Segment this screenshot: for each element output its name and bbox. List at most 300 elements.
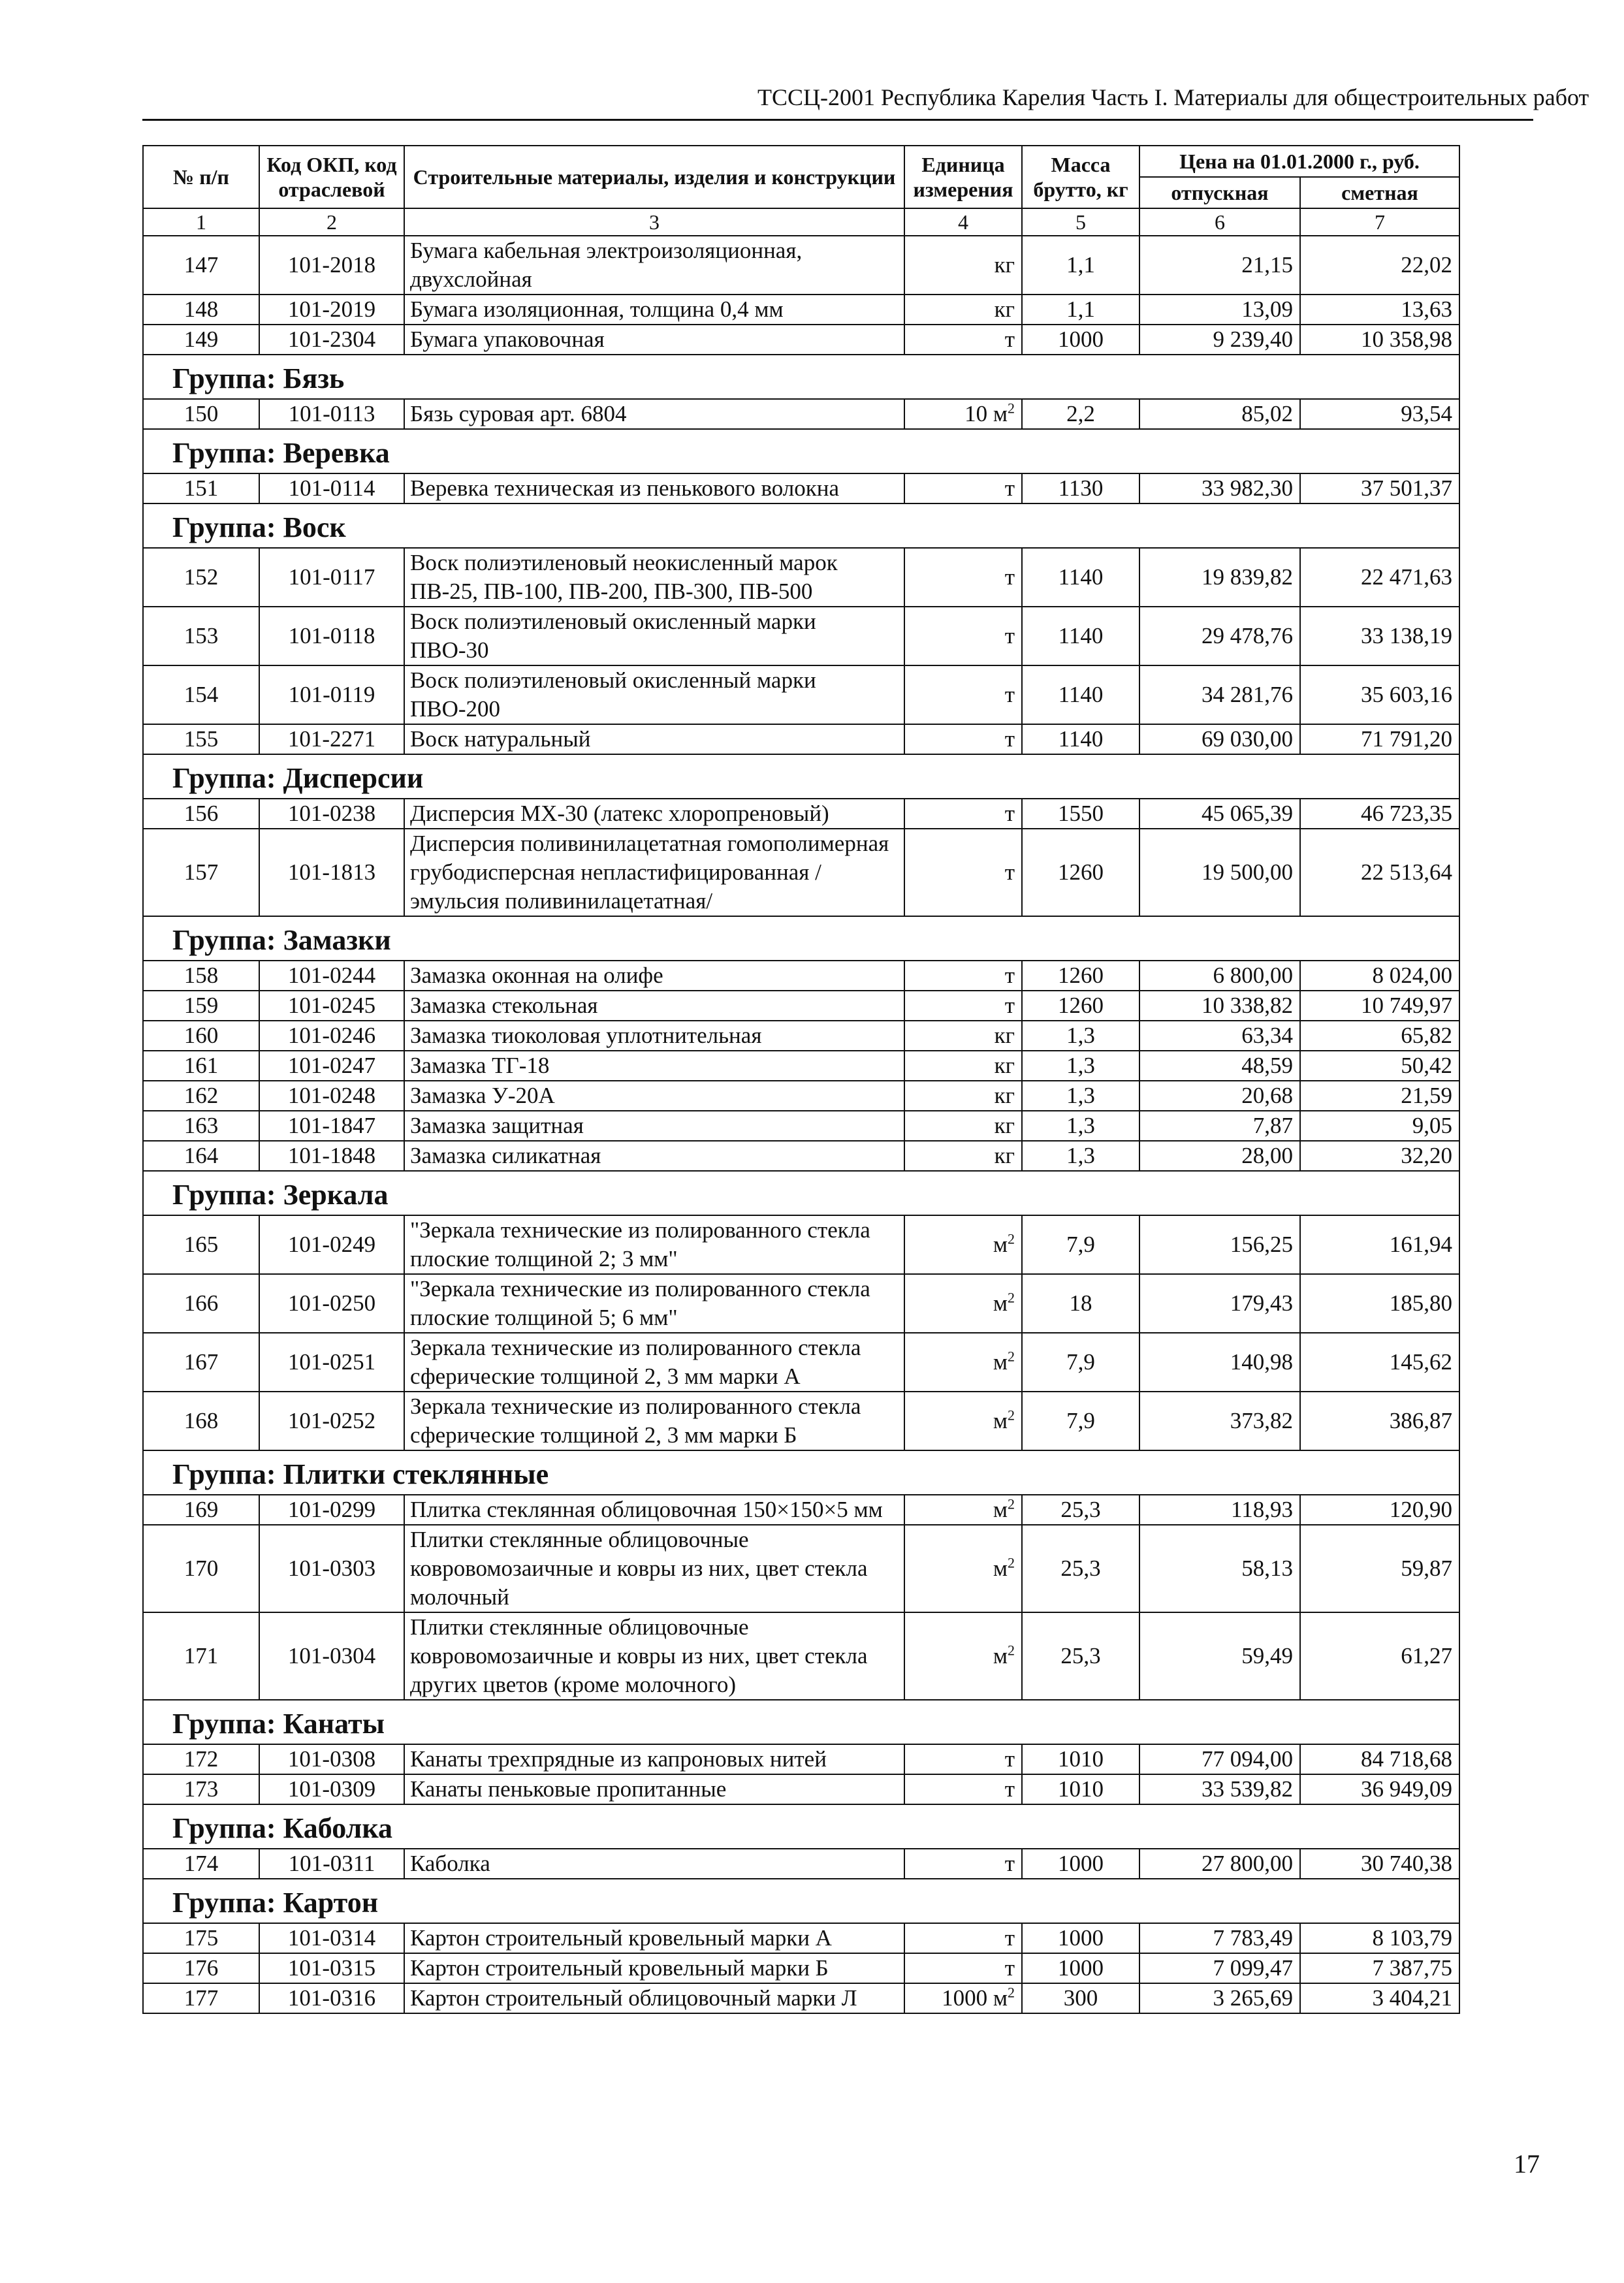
cell-mass: 1,3 xyxy=(1022,1051,1139,1081)
cell-price-estimate: 8 103,79 xyxy=(1300,1923,1459,1953)
cell-price-estimate: 9,05 xyxy=(1300,1111,1459,1141)
cell-code: 101-0252 xyxy=(259,1392,404,1450)
cell-no: 148 xyxy=(143,295,259,325)
cell-unit xyxy=(904,829,1022,916)
cell-code: 101-0119 xyxy=(259,665,404,724)
cell-code: 101-0299 xyxy=(259,1495,404,1525)
unit-superscript: 2 xyxy=(1008,400,1015,417)
cell-unit xyxy=(904,1081,1022,1111)
cell-price-estimate: 145,62 xyxy=(1300,1333,1459,1392)
unit-text: м xyxy=(993,1290,1008,1316)
cell-code: 101-0114 xyxy=(259,473,404,503)
cell-price-estimate: 8 024,00 xyxy=(1300,961,1459,991)
cell-price-release: 48,59 xyxy=(1139,1051,1300,1081)
cell-unit xyxy=(904,1495,1022,1525)
unit-superscript: 2 xyxy=(1008,1495,1015,1512)
cell-price-estimate: 93,54 xyxy=(1300,399,1459,429)
cell-price-estimate: 13,63 xyxy=(1300,295,1459,325)
cell-mass: 1,3 xyxy=(1022,1021,1139,1051)
unit-text: т xyxy=(1004,1851,1015,1876)
cell-no: 176 xyxy=(143,1953,259,1983)
cell-mass: 1000 xyxy=(1022,325,1139,355)
group-heading: Группа: Каболка xyxy=(143,1804,1459,1849)
cell-name: Бумага изоляционная, толщина 0,4 мм xyxy=(404,295,904,325)
cell-no: 161 xyxy=(143,1051,259,1081)
cell-unit xyxy=(904,799,1022,829)
cell-price-release: 156,25 xyxy=(1139,1215,1300,1274)
cell-name: Замазка ТГ-18 xyxy=(404,1051,904,1081)
unit-text: т xyxy=(1004,1925,1015,1951)
cell-name: Плитки стеклянные облицовочные ковровомозаичные и ковры из них, цвет стекла других цветов (кроме молочного) xyxy=(404,1612,904,1700)
cell-price-estimate: 46 723,35 xyxy=(1300,799,1459,829)
cell-price-estimate: 185,80 xyxy=(1300,1274,1459,1333)
unit-text: кг xyxy=(994,296,1015,322)
cell-name: Картон строительный кровельный марки А xyxy=(404,1923,904,1953)
column-number: 7 xyxy=(1300,208,1459,236)
cell-code: 101-0246 xyxy=(259,1021,404,1051)
table-row xyxy=(143,724,1459,754)
group-heading-row xyxy=(143,1171,1459,1215)
unit-text: м xyxy=(993,1349,1008,1375)
cell-name: Бумага кабельная электроизоляционная, двухслойная xyxy=(404,236,904,295)
cell-price-release: 13,09 xyxy=(1139,295,1300,325)
cell-name: Воск полиэтиленовый окисленный марки ПВО-200 xyxy=(404,665,904,724)
cell-mass: 25,3 xyxy=(1022,1495,1139,1525)
unit-text: м xyxy=(993,1497,1008,1522)
cell-name: Воск полиэтиленовый окисленный марки ПВО-30 xyxy=(404,607,904,665)
cell-price-estimate: 37 501,37 xyxy=(1300,473,1459,503)
cell-unit xyxy=(904,1953,1022,1983)
cell-name: "Зеркала технические из полированного стекла плоские толщиной 2; 3 мм" xyxy=(404,1215,904,1274)
header-rule xyxy=(142,119,1533,121)
cell-unit xyxy=(904,1612,1022,1700)
unit-text: м xyxy=(993,1643,1008,1668)
table-row xyxy=(143,325,1459,355)
cell-price-release: 373,82 xyxy=(1139,1392,1300,1450)
cell-no: 162 xyxy=(143,1081,259,1111)
table-row xyxy=(143,295,1459,325)
table-row xyxy=(143,1081,1459,1111)
cell-price-release: 7,87 xyxy=(1139,1111,1300,1141)
cell-unit xyxy=(904,399,1022,429)
cell-name: Замазка тиоколовая уплотнительная xyxy=(404,1021,904,1051)
unit-superscript: 2 xyxy=(1008,1289,1015,1306)
cell-no: 165 xyxy=(143,1215,259,1274)
cell-no: 153 xyxy=(143,607,259,665)
cell-code: 101-0316 xyxy=(259,1983,404,2013)
unit-text: кг xyxy=(994,1083,1015,1108)
unit-text: т xyxy=(1004,993,1015,1018)
cell-no: 160 xyxy=(143,1021,259,1051)
cell-code: 101-2018 xyxy=(259,236,404,295)
cell-price-estimate: 3 404,21 xyxy=(1300,1983,1459,2013)
cell-price-release: 118,93 xyxy=(1139,1495,1300,1525)
cell-unit xyxy=(904,961,1022,991)
table-row xyxy=(143,829,1459,916)
unit-text: т xyxy=(1004,1746,1015,1772)
table-row xyxy=(143,991,1459,1021)
unit-text: т xyxy=(1004,682,1015,707)
unit-text: т xyxy=(1004,475,1015,501)
cell-unit xyxy=(904,1774,1022,1804)
cell-unit xyxy=(904,665,1022,724)
cell-price-estimate: 59,87 xyxy=(1300,1525,1459,1612)
column-number: 3 xyxy=(404,208,904,236)
cell-unit xyxy=(904,1051,1022,1081)
cell-unit xyxy=(904,991,1022,1021)
table-row xyxy=(143,548,1459,607)
cell-unit xyxy=(904,1215,1022,1274)
table-row xyxy=(143,1215,1459,1274)
header-code: Код ОКП, код отраслевой xyxy=(259,146,404,208)
table-row xyxy=(143,1612,1459,1700)
cell-name: Зеркала технические из полированного стекла сферические толщиной 2, 3 мм марки А xyxy=(404,1333,904,1392)
cell-name: Зеркала технические из полированного стекла сферические толщиной 2, 3 мм марки Б xyxy=(404,1392,904,1450)
header-price-release: отпускная xyxy=(1139,177,1300,208)
cell-name: Картон строительный кровельный марки Б xyxy=(404,1953,904,1983)
cell-code: 101-0238 xyxy=(259,799,404,829)
cell-price-estimate: 84 718,68 xyxy=(1300,1744,1459,1774)
cell-price-release: 33 539,82 xyxy=(1139,1774,1300,1804)
cell-name: Дисперсия поливинилацетатная гомополимерная грубодисперсная непластифицированная /эмульсия поливинилацетатная/ xyxy=(404,829,904,916)
cell-unit xyxy=(904,1983,1022,2013)
cell-mass: 1000 xyxy=(1022,1923,1139,1953)
unit-superscript: 2 xyxy=(1008,1230,1015,1247)
group-heading-row xyxy=(143,1700,1459,1744)
cell-code: 101-0315 xyxy=(259,1953,404,1983)
unit-text: м xyxy=(993,1232,1008,1257)
cell-mass: 1140 xyxy=(1022,548,1139,607)
cell-price-estimate: 33 138,19 xyxy=(1300,607,1459,665)
cell-no: 157 xyxy=(143,829,259,916)
table-row xyxy=(143,1849,1459,1879)
group-heading: Группа: Канаты xyxy=(143,1700,1459,1744)
unit-text: кг xyxy=(994,252,1015,278)
unit-text: 10 м xyxy=(964,401,1008,426)
table-row xyxy=(143,399,1459,429)
unit-text: т xyxy=(1004,1776,1015,1802)
table-row xyxy=(143,236,1459,295)
table-row xyxy=(143,1923,1459,1953)
cell-price-release: 85,02 xyxy=(1139,399,1300,429)
cell-price-release: 63,34 xyxy=(1139,1021,1300,1051)
cell-name: Плитка стеклянная облицовочная 150×150×5 мм xyxy=(404,1495,904,1525)
cell-price-estimate: 65,82 xyxy=(1300,1021,1459,1051)
cell-code: 101-0251 xyxy=(259,1333,404,1392)
header-mass: Масса брутто, кг xyxy=(1022,146,1139,208)
cell-unit xyxy=(904,1849,1022,1879)
unit-superscript: 2 xyxy=(1008,1642,1015,1659)
cell-code: 101-0244 xyxy=(259,961,404,991)
group-heading: Группа: Бязь xyxy=(143,355,1459,399)
cell-code: 101-0117 xyxy=(259,548,404,607)
cell-mass: 1140 xyxy=(1022,607,1139,665)
cell-no: 154 xyxy=(143,665,259,724)
cell-mass: 1130 xyxy=(1022,473,1139,503)
cell-code: 101-2271 xyxy=(259,724,404,754)
cell-unit xyxy=(904,1274,1022,1333)
cell-price-estimate: 120,90 xyxy=(1300,1495,1459,1525)
cell-no: 156 xyxy=(143,799,259,829)
cell-no: 173 xyxy=(143,1774,259,1804)
table-row xyxy=(143,1774,1459,1804)
cell-price-estimate: 10 749,97 xyxy=(1300,991,1459,1021)
table-row xyxy=(143,665,1459,724)
cell-mass: 1,1 xyxy=(1022,295,1139,325)
cell-price-estimate: 22 513,64 xyxy=(1300,829,1459,916)
table-row xyxy=(143,961,1459,991)
cell-code: 101-0314 xyxy=(259,1923,404,1953)
cell-unit xyxy=(904,325,1022,355)
price-table xyxy=(142,145,1460,2014)
cell-unit xyxy=(904,1525,1022,1612)
unit-superscript: 2 xyxy=(1008,1348,1015,1365)
cell-price-release: 19 839,82 xyxy=(1139,548,1300,607)
cell-no: 150 xyxy=(143,399,259,429)
header-price-group: Цена на 01.01.2000 г., руб. xyxy=(1139,146,1459,177)
group-heading-row xyxy=(143,1804,1459,1849)
unit-text: м xyxy=(993,1556,1008,1581)
cell-mass: 1,1 xyxy=(1022,236,1139,295)
cell-code: 101-0311 xyxy=(259,1849,404,1879)
cell-unit xyxy=(904,1333,1022,1392)
unit-text: т xyxy=(1004,623,1015,648)
cell-code: 101-0245 xyxy=(259,991,404,1021)
cell-price-estimate: 35 603,16 xyxy=(1300,665,1459,724)
cell-price-release: 77 094,00 xyxy=(1139,1744,1300,1774)
cell-mass: 2,2 xyxy=(1022,399,1139,429)
cell-code: 101-0303 xyxy=(259,1525,404,1612)
cell-no: 171 xyxy=(143,1612,259,1700)
cell-name: Бязь суровая арт. 6804 xyxy=(404,399,904,429)
cell-price-release: 7 099,47 xyxy=(1139,1953,1300,1983)
cell-no: 155 xyxy=(143,724,259,754)
cell-code: 101-0118 xyxy=(259,607,404,665)
cell-no: 174 xyxy=(143,1849,259,1879)
unit-superscript: 2 xyxy=(1008,1554,1015,1571)
table-row xyxy=(143,1953,1459,1983)
group-heading: Группа: Зеркала xyxy=(143,1171,1459,1215)
column-number: 2 xyxy=(259,208,404,236)
cell-price-release: 58,13 xyxy=(1139,1525,1300,1612)
cell-code: 101-0250 xyxy=(259,1274,404,1333)
cell-mass: 1260 xyxy=(1022,991,1139,1021)
header-unit: Единица измерения xyxy=(904,146,1022,208)
cell-name: Замазка защитная xyxy=(404,1111,904,1141)
cell-price-release: 29 478,76 xyxy=(1139,607,1300,665)
cell-price-release: 59,49 xyxy=(1139,1612,1300,1700)
group-heading: Группа: Плитки стеклянные xyxy=(143,1450,1459,1495)
cell-mass: 1000 xyxy=(1022,1849,1139,1879)
page-number: 17 xyxy=(1514,2149,1540,2179)
column-number: 4 xyxy=(904,208,1022,236)
table-header xyxy=(143,146,1459,208)
cell-mass: 1,3 xyxy=(1022,1141,1139,1171)
cell-mass: 1260 xyxy=(1022,961,1139,991)
cell-unit xyxy=(904,1021,1022,1051)
table-row xyxy=(143,799,1459,829)
cell-name: Замазка У-20А xyxy=(404,1081,904,1111)
cell-no: 152 xyxy=(143,548,259,607)
group-heading-row xyxy=(143,503,1459,548)
cell-name: "Зеркала технические из полированного стекла плоские толщиной 5; 6 мм" xyxy=(404,1274,904,1333)
cell-price-release: 7 783,49 xyxy=(1139,1923,1300,1953)
cell-no: 170 xyxy=(143,1525,259,1612)
cell-price-estimate: 22 471,63 xyxy=(1300,548,1459,607)
cell-unit xyxy=(904,1111,1022,1141)
table-row xyxy=(143,1333,1459,1392)
cell-no: 166 xyxy=(143,1274,259,1333)
column-number: 5 xyxy=(1022,208,1139,236)
cell-mass: 1260 xyxy=(1022,829,1139,916)
cell-price-release: 21,15 xyxy=(1139,236,1300,295)
table-row xyxy=(143,1274,1459,1333)
unit-text: кг xyxy=(994,1053,1015,1078)
cell-name: Канаты трехпрядные из капроновых нитей xyxy=(404,1744,904,1774)
table-body xyxy=(143,208,1459,2013)
cell-mass: 7,9 xyxy=(1022,1392,1139,1450)
cell-price-release: 3 265,69 xyxy=(1139,1983,1300,2013)
cell-code: 101-2304 xyxy=(259,325,404,355)
cell-name: Картон строительный облицовочный марки Л xyxy=(404,1983,904,2013)
cell-no: 147 xyxy=(143,236,259,295)
cell-mass: 1140 xyxy=(1022,665,1139,724)
cell-price-release: 45 065,39 xyxy=(1139,799,1300,829)
table-row xyxy=(143,1744,1459,1774)
table-row xyxy=(143,1051,1459,1081)
table-row xyxy=(143,607,1459,665)
cell-name: Замазка силикатная xyxy=(404,1141,904,1171)
cell-price-estimate: 30 740,38 xyxy=(1300,1849,1459,1879)
price-table-container xyxy=(142,145,1459,2014)
cell-price-estimate: 161,94 xyxy=(1300,1215,1459,1274)
cell-price-estimate: 71 791,20 xyxy=(1300,724,1459,754)
cell-name: Бумага упаковочная xyxy=(404,325,904,355)
cell-mass: 18 xyxy=(1022,1274,1139,1333)
cell-unit xyxy=(904,548,1022,607)
group-heading: Группа: Дисперсии xyxy=(143,754,1459,799)
cell-mass: 1010 xyxy=(1022,1774,1139,1804)
table-row xyxy=(143,1495,1459,1525)
unit-text: т xyxy=(1004,327,1015,352)
column-number: 6 xyxy=(1139,208,1300,236)
table-row xyxy=(143,1983,1459,2013)
cell-no: 158 xyxy=(143,961,259,991)
cell-mass: 1010 xyxy=(1022,1744,1139,1774)
cell-code: 101-2019 xyxy=(259,295,404,325)
cell-name: Воск полиэтиленовый неокисленный марок ПВ-25, ПВ-100, ПВ-200, ПВ-300, ПВ-500 xyxy=(404,548,904,607)
cell-mass: 1,3 xyxy=(1022,1111,1139,1141)
unit-superscript: 2 xyxy=(1008,1984,1015,2001)
group-heading-row xyxy=(143,916,1459,961)
cell-name: Воск натуральный xyxy=(404,724,904,754)
cell-code: 101-0249 xyxy=(259,1215,404,1274)
unit-text: т xyxy=(1004,564,1015,590)
cell-mass: 7,9 xyxy=(1022,1215,1139,1274)
cell-price-release: 27 800,00 xyxy=(1139,1849,1300,1879)
unit-superscript: 2 xyxy=(1008,1407,1015,1424)
cell-price-estimate: 10 358,98 xyxy=(1300,325,1459,355)
cell-unit xyxy=(904,1744,1022,1774)
cell-name: Замазка оконная на олифе xyxy=(404,961,904,991)
cell-mass: 7,9 xyxy=(1022,1333,1139,1392)
cell-price-release: 10 338,82 xyxy=(1139,991,1300,1021)
group-heading: Группа: Картон xyxy=(143,1879,1459,1923)
cell-no: 163 xyxy=(143,1111,259,1141)
cell-mass: 1,3 xyxy=(1022,1081,1139,1111)
group-heading-row xyxy=(143,1879,1459,1923)
group-heading: Группа: Веревка xyxy=(143,429,1459,473)
group-heading-row xyxy=(143,355,1459,399)
cell-mass: 1000 xyxy=(1022,1953,1139,1983)
cell-code: 101-0308 xyxy=(259,1744,404,1774)
cell-no: 167 xyxy=(143,1333,259,1392)
cell-code: 101-0247 xyxy=(259,1051,404,1081)
cell-unit xyxy=(904,1923,1022,1953)
cell-price-release: 34 281,76 xyxy=(1139,665,1300,724)
cell-no: 164 xyxy=(143,1141,259,1171)
group-heading-row xyxy=(143,1450,1459,1495)
cell-price-release: 179,43 xyxy=(1139,1274,1300,1333)
group-heading-row xyxy=(143,429,1459,473)
cell-code: 101-0248 xyxy=(259,1081,404,1111)
column-number: 1 xyxy=(143,208,259,236)
unit-text: м xyxy=(993,1408,1008,1433)
running-header: ТССЦ-2001 Республика Карелия Часть I. Материалы для общестроительных работ xyxy=(757,84,1589,110)
cell-unit xyxy=(904,607,1022,665)
cell-no: 172 xyxy=(143,1744,259,1774)
cell-price-estimate: 32,20 xyxy=(1300,1141,1459,1171)
unit-text: т xyxy=(1004,726,1015,752)
cell-name: Дисперсия МХ-30 (латекс хлоропреновый) xyxy=(404,799,904,829)
cell-unit xyxy=(904,1392,1022,1450)
cell-price-release: 33 982,30 xyxy=(1139,473,1300,503)
cell-name: Каболка xyxy=(404,1849,904,1879)
header-price-estimate: сметная xyxy=(1300,177,1459,208)
unit-text: т xyxy=(1004,1955,1015,1981)
cell-no: 169 xyxy=(143,1495,259,1525)
group-heading: Группа: Замазки xyxy=(143,916,1459,961)
cell-code: 101-1847 xyxy=(259,1111,404,1141)
cell-mass: 25,3 xyxy=(1022,1612,1139,1700)
cell-no: 168 xyxy=(143,1392,259,1450)
cell-no: 175 xyxy=(143,1923,259,1953)
column-number-row xyxy=(143,208,1459,236)
table-row xyxy=(143,473,1459,503)
cell-mass: 300 xyxy=(1022,1983,1139,2013)
cell-code: 101-0304 xyxy=(259,1612,404,1700)
cell-price-estimate: 50,42 xyxy=(1300,1051,1459,1081)
unit-text: 1000 м xyxy=(942,1985,1008,2011)
cell-no: 177 xyxy=(143,1983,259,2013)
cell-code: 101-0113 xyxy=(259,399,404,429)
cell-price-estimate: 386,87 xyxy=(1300,1392,1459,1450)
cell-unit xyxy=(904,236,1022,295)
cell-code: 101-0309 xyxy=(259,1774,404,1804)
cell-no: 151 xyxy=(143,473,259,503)
unit-text: кг xyxy=(994,1143,1015,1168)
cell-mass: 25,3 xyxy=(1022,1525,1139,1612)
header-name: Строительные материалы, изделия и конструкции xyxy=(404,146,904,208)
cell-price-release: 140,98 xyxy=(1139,1333,1300,1392)
table-row xyxy=(143,1111,1459,1141)
unit-text: т xyxy=(1004,963,1015,988)
cell-code: 101-1848 xyxy=(259,1141,404,1171)
cell-price-release: 20,68 xyxy=(1139,1081,1300,1111)
unit-text: т xyxy=(1004,801,1015,826)
cell-mass: 1140 xyxy=(1022,724,1139,754)
group-heading-row xyxy=(143,754,1459,799)
